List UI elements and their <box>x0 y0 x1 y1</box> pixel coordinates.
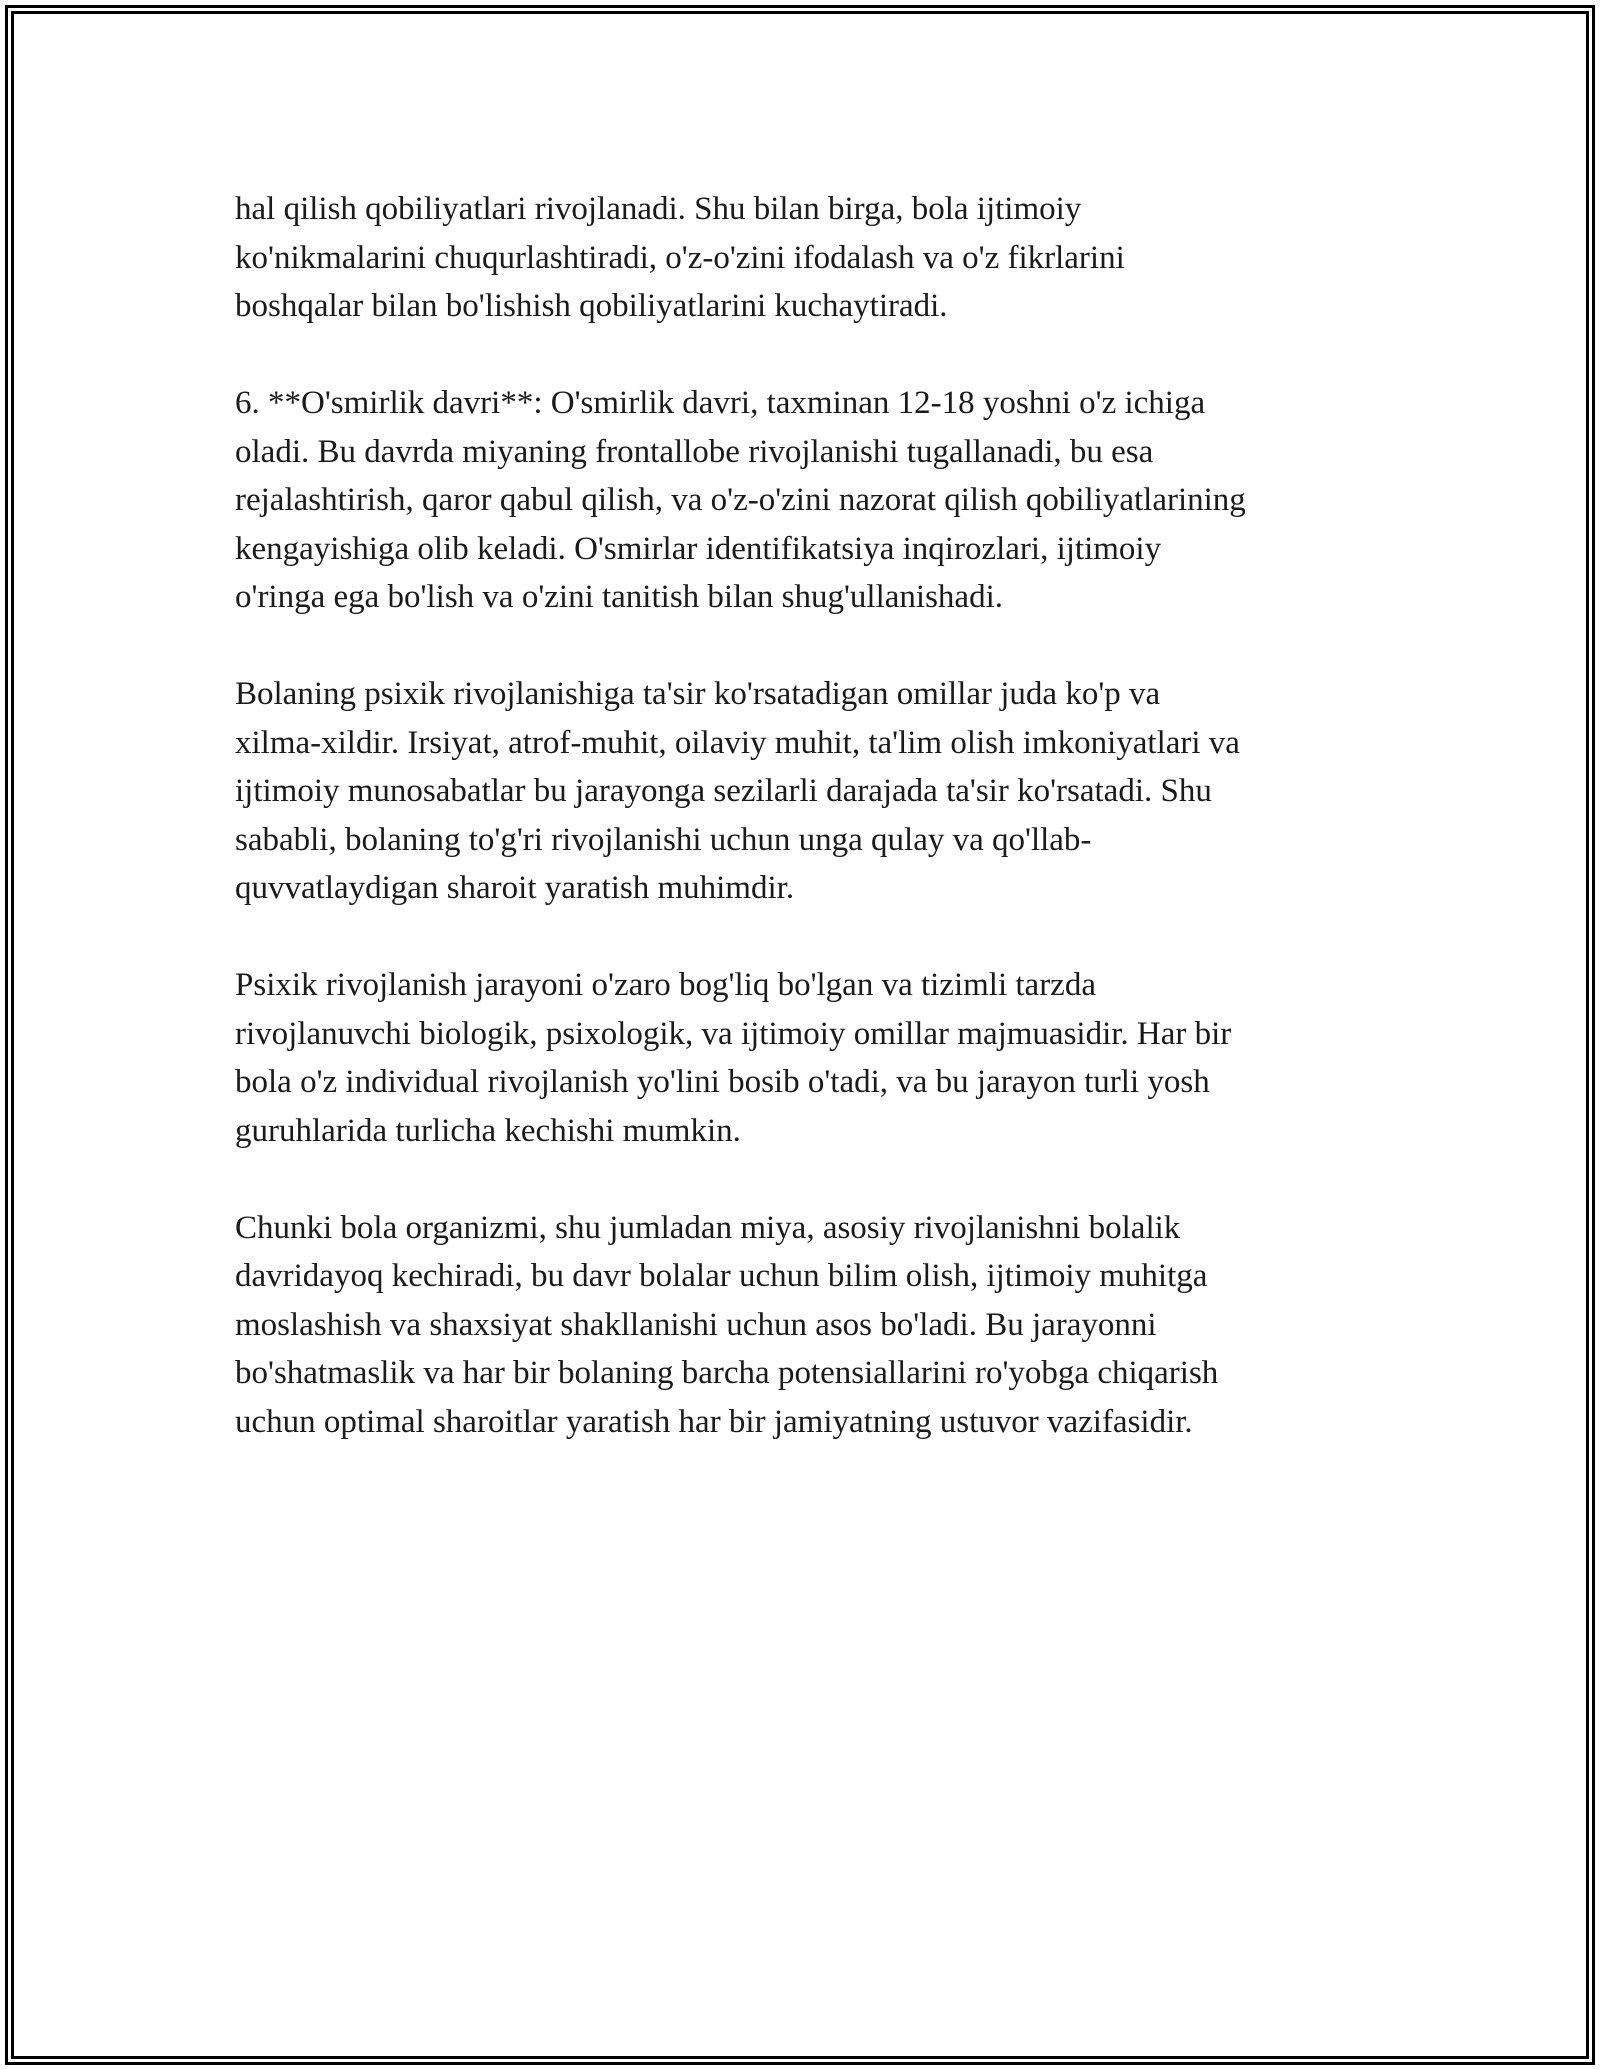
paragraph-3: Bolaning psixik rivojlanishiga ta'sir ko'rsatadigan omillar juda ko'p va xilma-xildir. Irsiyat, atrof-muhit, oilaviy muhit, ta'lim olish imkoniyatlari va ijtimoiy munosabatlar bu jarayonga sezilarli darajada ta'sir ko'rsatadi. Shu sababli, bolaning to'g'ri rivojlanishi uchun unga qulay va qo'llab- quvvatlaydigan sharoit yaratish muhimdir. <box>235 676 1240 906</box>
paragraph-5: Chunki bola organizmi, shu jumladan miya, asosiy rivojlanishni bolalik davridayoq kechiradi, bu davr bolalar uchun bilim olish, ijtimoiy muhitga moslashish va shaxsiyat shakllanishi uchun asos bo'ladi. Bu jarayonni bo'shatmaslik va har bir bolaning barcha potensiallarini ro'yobga chiqarish uchun optimal sharoitlar yaratish har bir jamiyatning ustuvor vazifasidir. <box>235 1209 1219 1440</box>
paragraph-2: 6. **O'smirlik davri**: O'smirlik davri, taxminan 12-18 yoshni o'z ichiga oladi. Bu davrda miyaning frontallobe rivojlanishi tugallanadi, bu esa rejalashtirish, qaror qabul qilish, va o'z-o'zini nazorat qilish qobiliyatlarining kengayishiga olib keladi. O'smirlar identifikatsiya inqirozlari, ijtimoiy o'ringa ega bo'lish va o'zini tanitish bilan shug'ullanishadi. <box>235 385 1246 615</box>
document-body <box>235 185 1365 1495</box>
paragraph-4: Psixik rivojlanish jarayoni o'zaro bog'liq bo'lgan va tizimli tarzda rivojlanuvchi biologik, psixologik, va ijtimoiy omillar majmuasidir. Har bir bola o'z individual rivojlanish yo'lini bosib o'tadi, va bu jarayon turli yosh guruhlarida turlicha kechishi mumkin. <box>235 967 1232 1149</box>
paragraph-1: hal qilish qobiliyatlari rivojlanadi. Shu bilan birga, bola ijtimoiy ko'nikmalarini chuqurlashtiradi, o'z-o'zini ifodalash va o'z fikrlarini boshqalar bilan bo'lishish qobiliyatlarini kuchaytiradi. <box>235 191 1125 324</box>
